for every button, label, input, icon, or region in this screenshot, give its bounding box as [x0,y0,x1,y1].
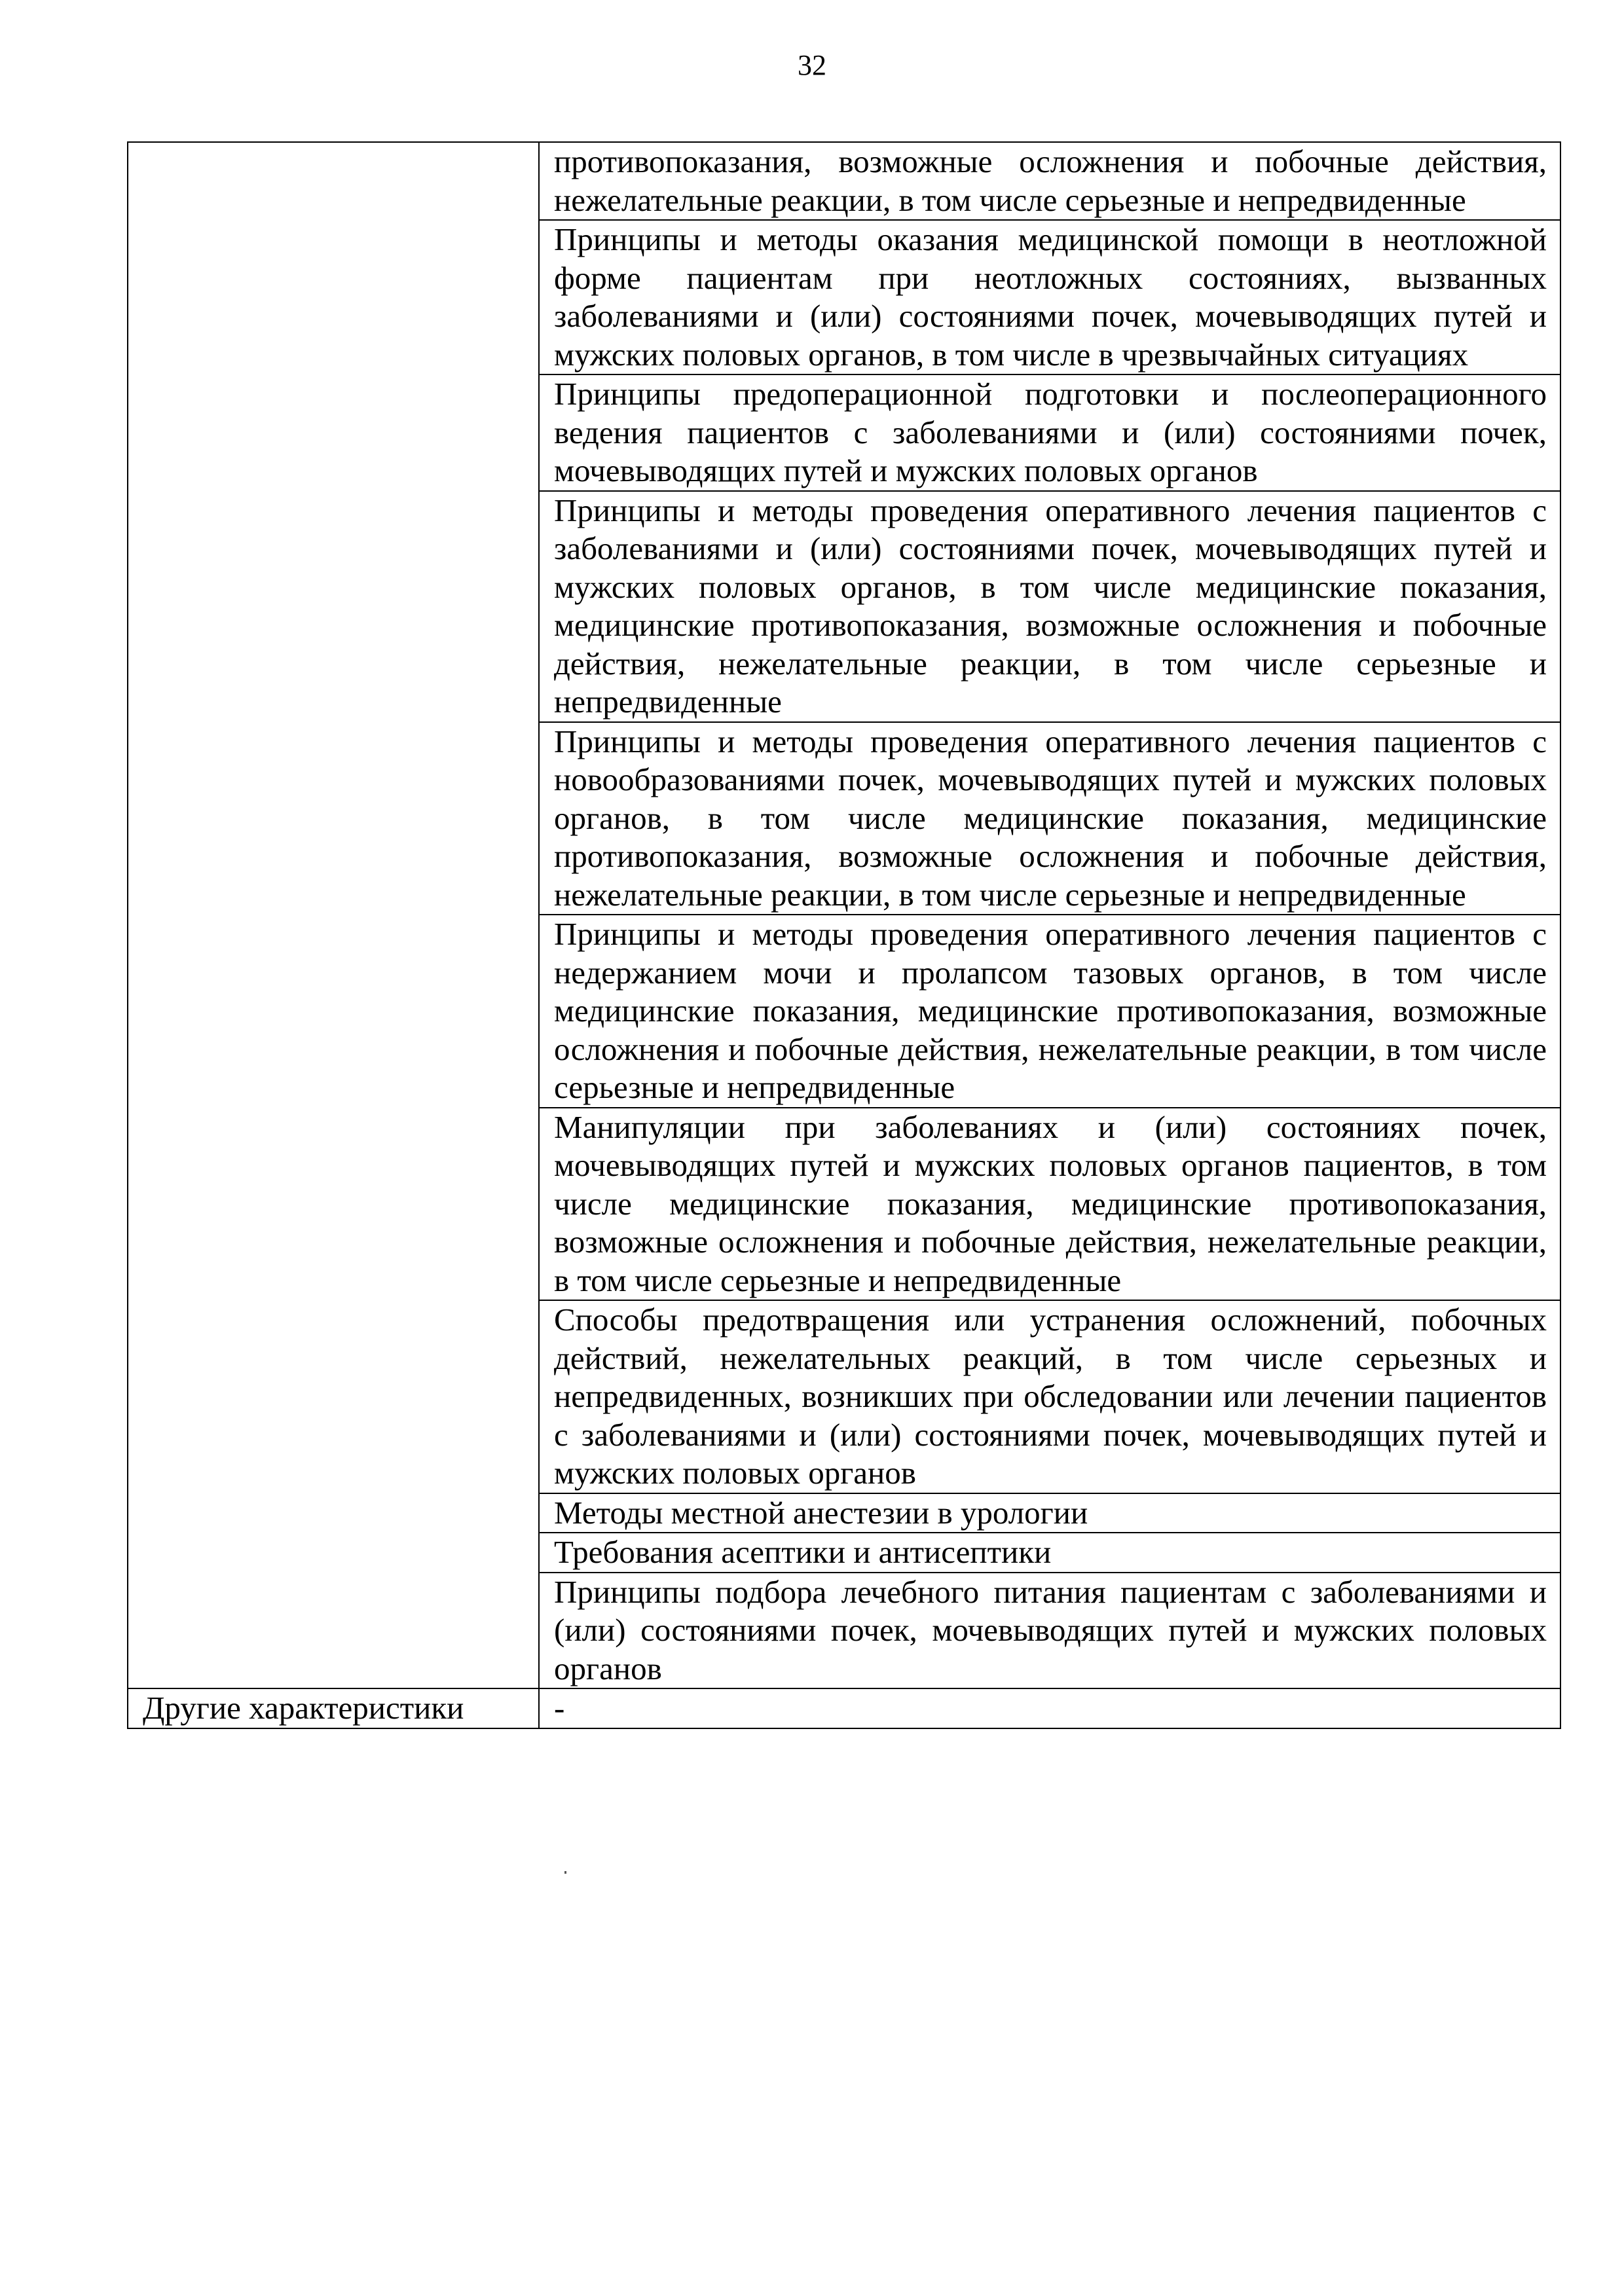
page-number: 32 [798,49,826,81]
knowledge-item: Принципы и методы проведения оперативного лечения пациентов с заболеваниями и (или) состояниями почек, мочевыводящих путей и мужских половых органов, в том числе медицинские показания, медицинские противопоказания, возможные осложнения и побочные действия, нежелательные реакции, в том числе серьезные и непредвиденные [539,491,1560,722]
other-characteristics-label: Другие характеристики [128,1688,539,1728]
knowledge-item: Принципы и методы проведения оперативного лечения пациентов с недержанием мочи и пролапсом тазовых органов, в том числе медицинские показания, медицинские противопоказания, возможные осложнения и побочные действия, нежелательные реакции, в том числе серьезные и непредвиденные [539,915,1560,1108]
requirements-table [127,141,1561,1729]
knowledge-item: противопоказания, возможные осложнения и побочные действия, нежелательные реакции, в том числе серьезные и непредвиденные [539,142,1560,220]
other-characteristics-value: - [539,1688,1560,1728]
category-cell-empty [128,142,539,1688]
knowledge-item: Принципы и методы проведения оперативного лечения пациентов с новообразованиями почек, мочевыводящих путей и мужских половых органов, в том числе медицинские показания, медицинские противопоказания, возможные осложнения и побочные действия, нежелательные реакции, в том числе серьезные и непредвиденные [539,722,1560,915]
knowledge-item: Принципы предоперационной подготовки и послеоперационного ведения пациентов с заболеваниями и (или) состояниями почек, мочевыводящих путей и мужских половых органов [539,374,1560,491]
knowledge-item: Принципы подбора лечебного питания пациентам с заболеваниями и (или) состояниями почек, мочевыводящих путей и мужских половых органов [539,1573,1560,1689]
table-row [128,142,1560,220]
scan-speck [564,1871,566,1874]
knowledge-item: Принципы и методы оказания медицинской помощи в неотложной форме пациентам при неотложных состояниях, вызванных заболеваниями и (или) состояниями почек, мочевыводящих путей и мужских половых органов, в том числе в чрезвычайных ситуациях [539,220,1560,374]
knowledge-item: Требования асептики и антисептики [539,1533,1560,1573]
knowledge-item: Способы предотвращения или устранения осложнений, побочных действий, нежелательных реакций, в том числе серьезных и непредвиденных, возникших при обследовании или лечении пациентов с заболеваниями и (или) состояниями почек, мочевыводящих путей и мужских половых органов [539,1300,1560,1493]
table-row-other-characteristics [128,1688,1560,1728]
knowledge-item: Методы местной анестезии в урологии [539,1493,1560,1533]
knowledge-item: Манипуляции при заболеваниях и (или) состояниях почек, мочевыводящих путей и мужских половых органов пациентов, в том числе медицинские показания, медицинские противопоказания, возможные осложнения и побочные действия, нежелательные реакции, в том числе серьезные и непредвиденные [539,1108,1560,1301]
